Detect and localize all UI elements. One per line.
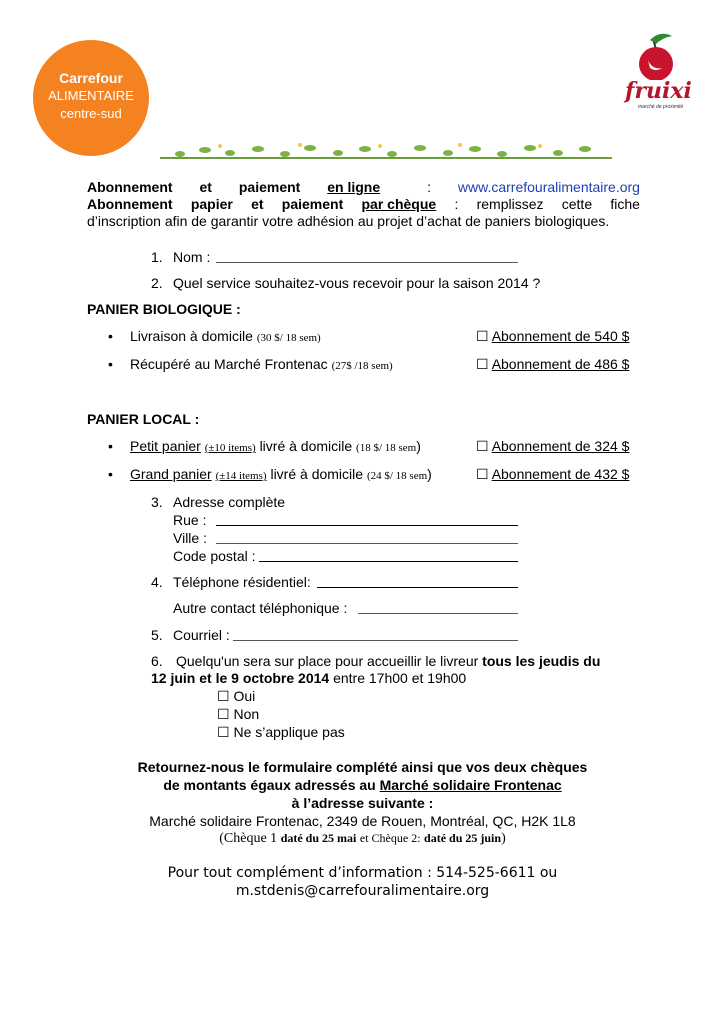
option-label: Abonnement de 486 $: [491, 356, 630, 372]
logo-line1: Carrefour: [59, 70, 123, 86]
q6-text: Quelqu'un sera sur place pour accueillir le livreur: [176, 653, 479, 669]
name-field[interactable]: [216, 262, 518, 263]
intro-en-ligne: en ligne: [327, 179, 381, 195]
intro-par-cheque: par chèque: [361, 196, 437, 212]
intro-word: et: [251, 196, 264, 212]
logo-line2: ALIMENTAIRE: [48, 88, 134, 103]
checkbox-icon[interactable]: ☐: [217, 724, 230, 740]
vine-divider: [160, 140, 612, 164]
local-item-name: Petit panier: [130, 438, 201, 454]
option-label: Abonnement de 324 $: [491, 438, 630, 454]
option-label: Ne s’applique pas: [233, 724, 345, 740]
q6-line1: [176, 652, 600, 670]
q4-label: Téléphone résidentiel:: [173, 574, 311, 590]
return-text: de montants égaux adressés au: [163, 777, 376, 793]
ville-field[interactable]: [216, 543, 518, 544]
checkbox-icon[interactable]: ☐: [217, 688, 230, 704]
local-item-close: ): [427, 466, 432, 482]
q6-dates: 12 juin et le 9 octobre 2014: [151, 670, 330, 686]
q6-bold: tous les jeudis du: [482, 653, 601, 669]
phone-field[interactable]: [317, 587, 518, 588]
logo-line3: centre-sud: [60, 106, 122, 121]
bio-item-detail: (27$ /18 sem): [331, 360, 393, 372]
checkbox-icon[interactable]: ☐: [476, 466, 489, 482]
local-item-close: ): [416, 438, 421, 454]
checkbox-icon[interactable]: ☐: [476, 356, 489, 372]
return-line3: à l’adresse suivante :: [291, 795, 434, 811]
bio-item-1: [130, 327, 321, 347]
option-label: Abonnement de 432 $: [491, 466, 630, 482]
intro-word: papier: [190, 196, 233, 212]
bio-item-main: Livraison à domicile: [130, 328, 253, 344]
cheque1-date: daté du 25 mai: [280, 831, 357, 845]
local-item-name: Grand panier: [130, 466, 212, 482]
contact-line1: Pour tout complément d’information : 514-525-6611 ou: [167, 865, 558, 881]
local-option-2[interactable]: [476, 465, 629, 483]
local-item-mid: livré à domicile: [270, 466, 364, 482]
bio-option-1[interactable]: [476, 327, 629, 345]
option-label: Abonnement de 540 $: [491, 328, 630, 344]
return-address: Marché solidaire Frontenac, 2349 de Rouen, Montréal, QC, H2K 1L8: [149, 813, 576, 829]
intro-word: et: [199, 179, 212, 195]
bio-item-detail: (30 $/ 18 sem): [256, 332, 321, 344]
market-name: Marché solidaire Frontenac: [379, 777, 562, 793]
option-label: Oui: [233, 688, 256, 704]
local-item-2: [130, 465, 432, 485]
q2-number: 2.: [151, 275, 163, 291]
intro-word: Abonnement: [87, 179, 173, 195]
bullet-icon: •: [108, 466, 113, 482]
postal-field[interactable]: [259, 561, 518, 562]
local-item-detail: (24 $/ 18 sem: [366, 470, 428, 482]
q1-label: Nom :: [173, 249, 211, 265]
local-item-1: [130, 437, 421, 457]
intro-word: cette: [561, 196, 593, 212]
q6-number: 6.: [151, 653, 163, 669]
q6-line2: [151, 669, 466, 687]
cheque1-label: (Chèque 1: [219, 831, 278, 846]
local-item-mid: livré à domicile: [259, 438, 353, 454]
local-item-size: (±14 items): [215, 470, 267, 482]
q1-number: 1.: [151, 249, 163, 265]
q4-number: 4.: [151, 574, 163, 590]
option-non[interactable]: [217, 705, 259, 723]
q3-label: Adresse complète: [173, 494, 286, 510]
local-item-size: (±10 items): [204, 442, 256, 454]
local-option-1[interactable]: [476, 437, 629, 455]
intro-line1: [87, 178, 640, 196]
checkbox-icon[interactable]: ☐: [476, 328, 489, 344]
bullet-icon: •: [108, 438, 113, 454]
other-phone-field[interactable]: [358, 613, 518, 614]
email-field[interactable]: [233, 640, 518, 641]
local-item-detail: (18 $/ 18 sem: [356, 442, 417, 454]
intro-colon: :: [427, 179, 431, 195]
intro-word: remplissez: [476, 196, 544, 212]
rue-label: Rue :: [173, 512, 207, 528]
website-link[interactable]: www.carrefouralimentaire.org: [457, 179, 640, 195]
fruixi-logo: [620, 30, 692, 110]
intro-word: fiche: [610, 196, 640, 212]
checkbox-icon[interactable]: ☐: [476, 438, 489, 454]
bio-item-main: Récupéré au Marché Frontenac: [130, 356, 328, 372]
intro-line2: [87, 195, 640, 213]
fruixi-tagline: marché de proximité: [638, 104, 684, 110]
cheque2-date: daté du 25 juin: [424, 831, 502, 845]
option-oui[interactable]: [217, 687, 255, 705]
cheque2-label: et Chèque 2:: [359, 831, 421, 845]
return-line2: [0, 776, 725, 794]
bio-option-2[interactable]: [476, 355, 629, 373]
q3-number: 3.: [151, 494, 163, 510]
q2-label: Quel service souhaitez-vous recevoir pour la saison 2014 ?: [173, 275, 541, 291]
other-phone-label: Autre contact téléphonique :: [173, 600, 348, 616]
cheque-close: ): [501, 831, 506, 846]
checkbox-icon[interactable]: ☐: [217, 706, 230, 722]
intro-colon: :: [454, 196, 459, 212]
intro-line3: d’inscription afin de garantir votre adhésion au projet d’achat de paniers biologiques.: [87, 213, 610, 229]
intro-word: Abonnement: [87, 196, 173, 212]
carrefour-logo: [33, 40, 149, 156]
contact-email[interactable]: m.stdenis@carrefouralimentaire.org: [235, 883, 490, 899]
apple-icon: [620, 30, 692, 80]
cheque-dates: [0, 829, 725, 848]
option-ne-sapplique-pas[interactable]: [217, 723, 345, 741]
q6-hours: entre 17h00 et 19h00: [333, 670, 467, 686]
bullet-icon: •: [108, 356, 113, 372]
ville-label: Ville :: [173, 530, 207, 546]
intro-word: paiement: [281, 196, 344, 212]
postal-label: Code postal :: [173, 548, 256, 564]
bullet-icon: •: [108, 328, 113, 344]
fruixi-wordmark: fruixi: [625, 78, 692, 104]
local-heading: PANIER LOCAL :: [87, 411, 200, 427]
q5-label: Courriel :: [173, 627, 230, 643]
intro-word: paiement: [238, 179, 301, 195]
option-label: Non: [233, 706, 260, 722]
return-line1: Retournez-nous le formulaire complété ainsi que vos deux chèques: [137, 759, 588, 775]
bio-heading: PANIER BIOLOGIQUE :: [87, 301, 241, 317]
q5-number: 5.: [151, 627, 163, 643]
rue-field[interactable]: [216, 525, 518, 526]
bio-item-2: [130, 355, 393, 375]
